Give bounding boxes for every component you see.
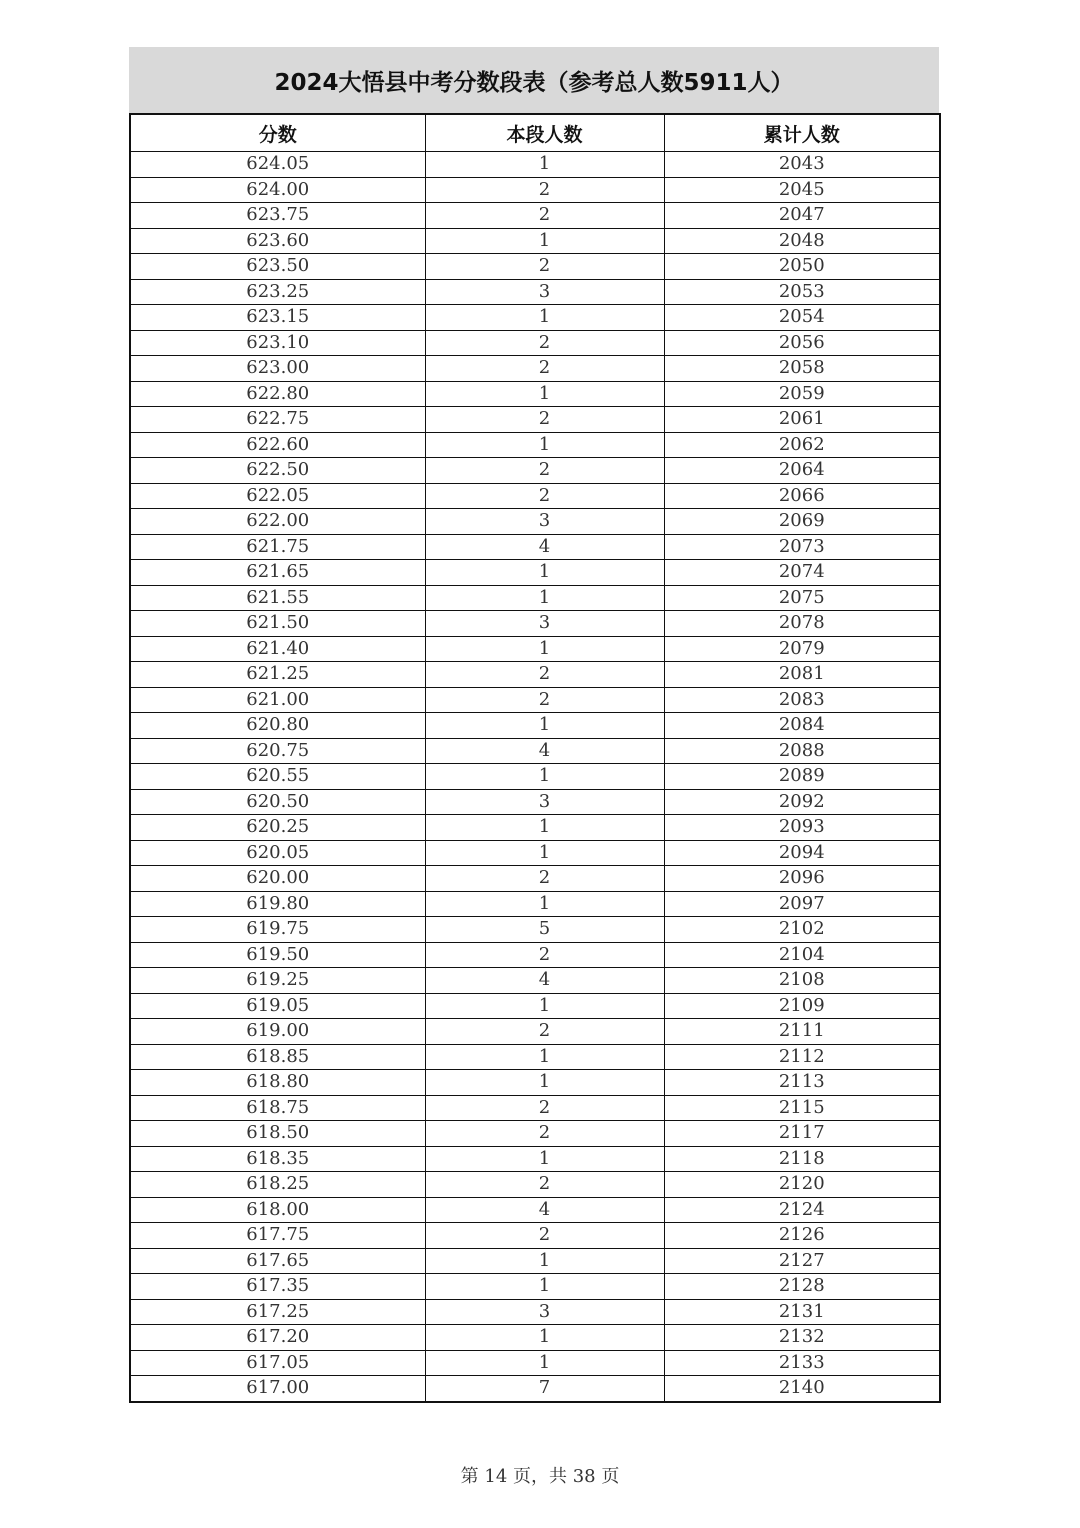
table-row [130, 891, 940, 917]
segment-count-cell: 4 [425, 738, 664, 764]
segment-count-cell: 4 [425, 534, 664, 560]
segment-count-cell: 1 [425, 636, 664, 662]
cumulative-count-cell: 2047 [664, 203, 940, 229]
score-cell: 618.75 [130, 1095, 425, 1121]
segment-count-cell: 2 [425, 942, 664, 968]
table-row [130, 152, 940, 178]
cumulative-count-cell: 2109 [664, 993, 940, 1019]
header-cumulative-count: 累计人数 [664, 114, 940, 152]
score-cell: 618.85 [130, 1044, 425, 1070]
cumulative-count-cell: 2117 [664, 1121, 940, 1147]
cumulative-count-cell: 2074 [664, 560, 940, 586]
table-row [130, 1044, 940, 1070]
segment-count-cell: 4 [425, 1197, 664, 1223]
cumulative-count-cell: 2118 [664, 1146, 940, 1172]
table-row [130, 1376, 940, 1402]
segment-count-cell: 1 [425, 1070, 664, 1096]
cumulative-count-cell: 2059 [664, 381, 940, 407]
table-row [130, 1325, 940, 1351]
score-cell: 619.00 [130, 1019, 425, 1045]
cumulative-count-cell: 2078 [664, 611, 940, 637]
cumulative-count-cell: 2062 [664, 432, 940, 458]
score-cell: 621.00 [130, 687, 425, 713]
segment-count-cell: 1 [425, 1248, 664, 1274]
score-cell: 623.15 [130, 305, 425, 331]
score-cell: 621.50 [130, 611, 425, 637]
segment-count-cell: 2 [425, 1121, 664, 1147]
cumulative-count-cell: 2050 [664, 254, 940, 280]
score-cell: 621.25 [130, 662, 425, 688]
segment-count-cell: 1 [425, 1274, 664, 1300]
segment-count-cell: 2 [425, 330, 664, 356]
table-row [130, 203, 940, 229]
segment-count-cell: 1 [425, 1146, 664, 1172]
segment-count-cell: 2 [425, 866, 664, 892]
segment-count-cell: 1 [425, 228, 664, 254]
segment-count-cell: 3 [425, 611, 664, 637]
segment-count-cell: 2 [425, 662, 664, 688]
segment-count-cell: 2 [425, 356, 664, 382]
table-row [130, 815, 940, 841]
score-cell: 620.55 [130, 764, 425, 790]
segment-count-cell: 3 [425, 789, 664, 815]
table-row [130, 1350, 940, 1376]
cumulative-count-cell: 2075 [664, 585, 940, 611]
segment-count-cell: 2 [425, 1223, 664, 1249]
cumulative-count-cell: 2094 [664, 840, 940, 866]
score-cell: 622.50 [130, 458, 425, 484]
cumulative-count-cell: 2084 [664, 713, 940, 739]
table-row [130, 560, 940, 586]
segment-count-cell: 7 [425, 1376, 664, 1402]
table-row [130, 330, 940, 356]
cumulative-count-cell: 2128 [664, 1274, 940, 1300]
segment-count-cell: 1 [425, 1325, 664, 1351]
cumulative-count-cell: 2073 [664, 534, 940, 560]
cumulative-count-cell: 2056 [664, 330, 940, 356]
cumulative-count-cell: 2089 [664, 764, 940, 790]
score-cell: 621.75 [130, 534, 425, 560]
segment-count-cell: 2 [425, 483, 664, 509]
segment-count-cell: 1 [425, 815, 664, 841]
score-cell: 623.75 [130, 203, 425, 229]
cumulative-count-cell: 2061 [664, 407, 940, 433]
table-row [130, 917, 940, 943]
table-row [130, 177, 940, 203]
table-row [130, 866, 940, 892]
score-cell: 620.50 [130, 789, 425, 815]
table-row [130, 356, 940, 382]
page-footer: 第 14 页，共 38 页 [460, 1466, 620, 1487]
segment-count-cell: 1 [425, 381, 664, 407]
cumulative-count-cell: 2093 [664, 815, 940, 841]
table-row [130, 636, 940, 662]
segment-count-cell: 2 [425, 254, 664, 280]
segment-count-cell: 4 [425, 968, 664, 994]
segment-count-cell: 3 [425, 279, 664, 305]
cumulative-count-cell: 2113 [664, 1070, 940, 1096]
table-row [130, 279, 940, 305]
score-cell: 624.05 [130, 152, 425, 178]
table-row [130, 1172, 940, 1198]
table-row [130, 840, 940, 866]
table-row [130, 534, 940, 560]
score-cell: 618.25 [130, 1172, 425, 1198]
table-row [130, 1248, 940, 1274]
table-row [130, 662, 940, 688]
cumulative-count-cell: 2054 [664, 305, 940, 331]
table-body [130, 152, 940, 1402]
segment-count-cell: 5 [425, 917, 664, 943]
cumulative-count-cell: 2131 [664, 1299, 940, 1325]
table-row [130, 713, 940, 739]
cumulative-count-cell: 2102 [664, 917, 940, 943]
score-cell: 622.80 [130, 381, 425, 407]
score-cell: 619.75 [130, 917, 425, 943]
cumulative-count-cell: 2132 [664, 1325, 940, 1351]
score-cell: 617.20 [130, 1325, 425, 1351]
cumulative-count-cell: 2140 [664, 1376, 940, 1402]
cumulative-count-cell: 2064 [664, 458, 940, 484]
cumulative-count-cell: 2120 [664, 1172, 940, 1198]
table-row [130, 509, 940, 535]
segment-count-cell: 1 [425, 764, 664, 790]
score-cell: 619.80 [130, 891, 425, 917]
score-cell: 621.55 [130, 585, 425, 611]
score-cell: 620.05 [130, 840, 425, 866]
segment-count-cell: 2 [425, 458, 664, 484]
table-row [130, 611, 940, 637]
table-row [130, 1019, 940, 1045]
header-segment-count: 本段人数 [425, 114, 664, 152]
table-row [130, 687, 940, 713]
score-cell: 622.60 [130, 432, 425, 458]
cumulative-count-cell: 2045 [664, 177, 940, 203]
segment-count-cell: 2 [425, 1172, 664, 1198]
segment-count-cell: 1 [425, 1350, 664, 1376]
score-cell: 618.50 [130, 1121, 425, 1147]
cumulative-count-cell: 2058 [664, 356, 940, 382]
score-cell: 619.50 [130, 942, 425, 968]
score-cell: 623.60 [130, 228, 425, 254]
cumulative-count-cell: 2115 [664, 1095, 940, 1121]
score-cell: 617.35 [130, 1274, 425, 1300]
cumulative-count-cell: 2096 [664, 866, 940, 892]
header-score: 分数 [130, 114, 425, 152]
segment-count-cell: 1 [425, 432, 664, 458]
segment-count-cell: 2 [425, 1095, 664, 1121]
table-row [130, 458, 940, 484]
table-row [130, 305, 940, 331]
cumulative-count-cell: 2048 [664, 228, 940, 254]
score-cell: 623.50 [130, 254, 425, 280]
score-cell: 620.75 [130, 738, 425, 764]
segment-count-cell: 2 [425, 203, 664, 229]
segment-count-cell: 1 [425, 713, 664, 739]
segment-count-cell: 1 [425, 585, 664, 611]
score-cell: 623.00 [130, 356, 425, 382]
score-cell: 619.25 [130, 968, 425, 994]
table-row [130, 1299, 940, 1325]
segment-count-cell: 3 [425, 1299, 664, 1325]
segment-count-cell: 2 [425, 407, 664, 433]
table-row [130, 1121, 940, 1147]
cumulative-count-cell: 2133 [664, 1350, 940, 1376]
cumulative-count-cell: 2043 [664, 152, 940, 178]
score-table-sheet [129, 47, 939, 1403]
cumulative-count-cell: 2053 [664, 279, 940, 305]
score-cell: 617.05 [130, 1350, 425, 1376]
segment-count-cell: 1 [425, 840, 664, 866]
cumulative-count-cell: 2088 [664, 738, 940, 764]
cumulative-count-cell: 2081 [664, 662, 940, 688]
segment-count-cell: 2 [425, 1019, 664, 1045]
score-cell: 617.25 [130, 1299, 425, 1325]
cumulative-count-cell: 2112 [664, 1044, 940, 1070]
table-title: 2024大悟县中考分数段表（参考总人数5911人） [129, 47, 939, 113]
score-cell: 618.00 [130, 1197, 425, 1223]
score-cell: 619.05 [130, 993, 425, 1019]
score-cell: 618.80 [130, 1070, 425, 1096]
score-cell: 618.35 [130, 1146, 425, 1172]
segment-count-cell: 1 [425, 560, 664, 586]
score-cell: 624.00 [130, 177, 425, 203]
cumulative-count-cell: 2097 [664, 891, 940, 917]
cumulative-count-cell: 2083 [664, 687, 940, 713]
segment-count-cell: 2 [425, 687, 664, 713]
table-row [130, 432, 940, 458]
table-row [130, 738, 940, 764]
cumulative-count-cell: 2126 [664, 1223, 940, 1249]
segment-count-cell: 1 [425, 993, 664, 1019]
cumulative-count-cell: 2092 [664, 789, 940, 815]
score-cell: 623.10 [130, 330, 425, 356]
table-row [130, 407, 940, 433]
cumulative-count-cell: 2104 [664, 942, 940, 968]
score-cell: 622.75 [130, 407, 425, 433]
segment-count-cell: 1 [425, 1044, 664, 1070]
table-row [130, 483, 940, 509]
score-cell: 622.00 [130, 509, 425, 535]
score-cell: 617.75 [130, 1223, 425, 1249]
segment-count-cell: 1 [425, 152, 664, 178]
table-row [130, 1070, 940, 1096]
table-row [130, 254, 940, 280]
score-cell: 620.80 [130, 713, 425, 739]
score-cell: 617.65 [130, 1248, 425, 1274]
segment-count-cell: 2 [425, 177, 664, 203]
score-cell: 620.00 [130, 866, 425, 892]
table-row [130, 942, 940, 968]
score-cell: 621.40 [130, 636, 425, 662]
table-row [130, 585, 940, 611]
cumulative-count-cell: 2066 [664, 483, 940, 509]
table-row [130, 993, 940, 1019]
table-row [130, 1274, 940, 1300]
score-cell: 621.65 [130, 560, 425, 586]
table-row [130, 764, 940, 790]
cumulative-count-cell: 2069 [664, 509, 940, 535]
cumulative-count-cell: 2108 [664, 968, 940, 994]
header-row [130, 114, 940, 152]
cumulative-count-cell: 2124 [664, 1197, 940, 1223]
cumulative-count-cell: 2127 [664, 1248, 940, 1274]
score-cell: 622.05 [130, 483, 425, 509]
table-row [130, 789, 940, 815]
table-row [130, 1223, 940, 1249]
cumulative-count-cell: 2111 [664, 1019, 940, 1045]
table-row [130, 381, 940, 407]
score-table [129, 113, 941, 1403]
score-cell: 620.25 [130, 815, 425, 841]
table-row [130, 1197, 940, 1223]
segment-count-cell: 3 [425, 509, 664, 535]
segment-count-cell: 1 [425, 891, 664, 917]
table-row [130, 228, 940, 254]
score-cell: 623.25 [130, 279, 425, 305]
table-row [130, 1095, 940, 1121]
cumulative-count-cell: 2079 [664, 636, 940, 662]
table-row [130, 968, 940, 994]
score-cell: 617.00 [130, 1376, 425, 1402]
segment-count-cell: 1 [425, 305, 664, 331]
table-row [130, 1146, 940, 1172]
